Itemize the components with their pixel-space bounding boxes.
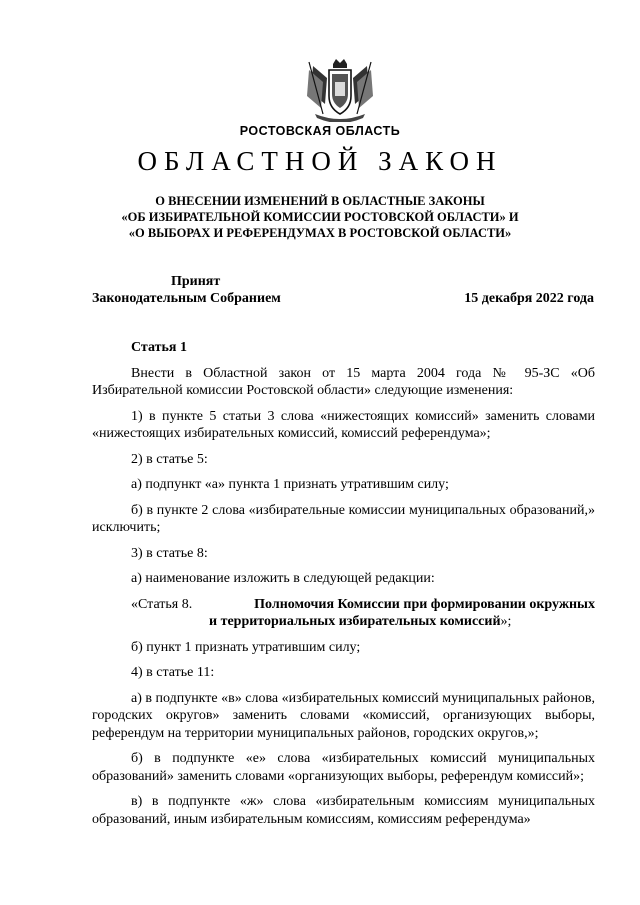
article-heading: Статья 1	[131, 340, 187, 355]
paragraph: а) в подпункте «в» слова «избирательных комиссий муниципальных районов, городских округов» заменить словами «комиссий, организующих выборы, референдум на территории муниципальных районов, городских округов,»;	[92, 690, 595, 741]
legislative-assembly-label: Законодательным Собранием	[92, 291, 281, 306]
quote-suffix: »;	[500, 614, 512, 629]
document-type-title: ОБЛАСТНОЙ ЗАКОН	[137, 146, 503, 176]
subtitle-line: «ОБ ИЗБИРАТЕЛЬНОЙ КОМИССИИ РОСТОВСКОЙ ОБЛАСТИ» И	[121, 210, 519, 224]
accepted-label: Принят	[171, 274, 221, 289]
region-name: РОСТОВСКАЯ ОБЛАСТЬ	[239, 124, 401, 138]
law-body	[92, 339, 595, 836]
paragraph: 1) в пункте 5 статьи 3 слова «нижестоящих комиссий» заменить словами «нижестоящих избирательных комиссий, комиссий референдума»;	[92, 408, 595, 441]
subtitle-line: О ВНЕСЕНИИ ИЗМЕНЕНИЙ В ОБЛАСТНЫЕ ЗАКОНЫ	[155, 194, 485, 208]
paragraph: б) пункт 1 признать утратившим силу;	[131, 639, 361, 655]
quote-title-line2: и территориальных избирательных комиссий	[209, 614, 501, 629]
paragraph: 2) в статье 5:	[131, 451, 208, 467]
paragraph: в) в подпункте «ж» слова «избирательным комиссиям муниципальных образований, иным избирательным комиссиям, комиссиям референдума»	[92, 794, 595, 827]
coat-of-arms-emblem	[303, 58, 377, 122]
paragraph: 3) в статье 8:	[131, 545, 208, 561]
quote-title-line1: Полномочия Комиссии при формировании окружных	[254, 596, 595, 612]
paragraph: а) подпункт «а» пункта 1 признать утратившим силу;	[131, 477, 449, 492]
quote-prefix: «Статья 8.	[131, 596, 193, 612]
paragraph: б) в пункте 2 слова «избирательные комиссии муниципальных образований,» исключить;	[92, 502, 595, 535]
paragraph: а) наименование изложить в следующей редакции:	[131, 571, 435, 586]
paragraph: Внести в Областной закон от 15 марта 2004 года № 95-ЗС «Об Избирательной комиссии Ростовской области» следующие изменения:	[92, 365, 595, 398]
paragraph: 4) в статье 11:	[131, 665, 215, 680]
paragraph: б) в подпункте «е» слова «избирательных комиссий муниципальных образований» заменить словами «организующих выборы, референдум комиссий»;	[92, 751, 595, 784]
article-8-quote	[92, 596, 595, 631]
law-subtitle	[80, 193, 560, 241]
subtitle-line: «О ВЫБОРАХ И РЕФЕРЕНДУМАХ В РОСТОВСКОЙ ОБЛАСТИ»	[128, 226, 512, 240]
adoption-date: 15 декабря 2022 года	[464, 291, 594, 306]
